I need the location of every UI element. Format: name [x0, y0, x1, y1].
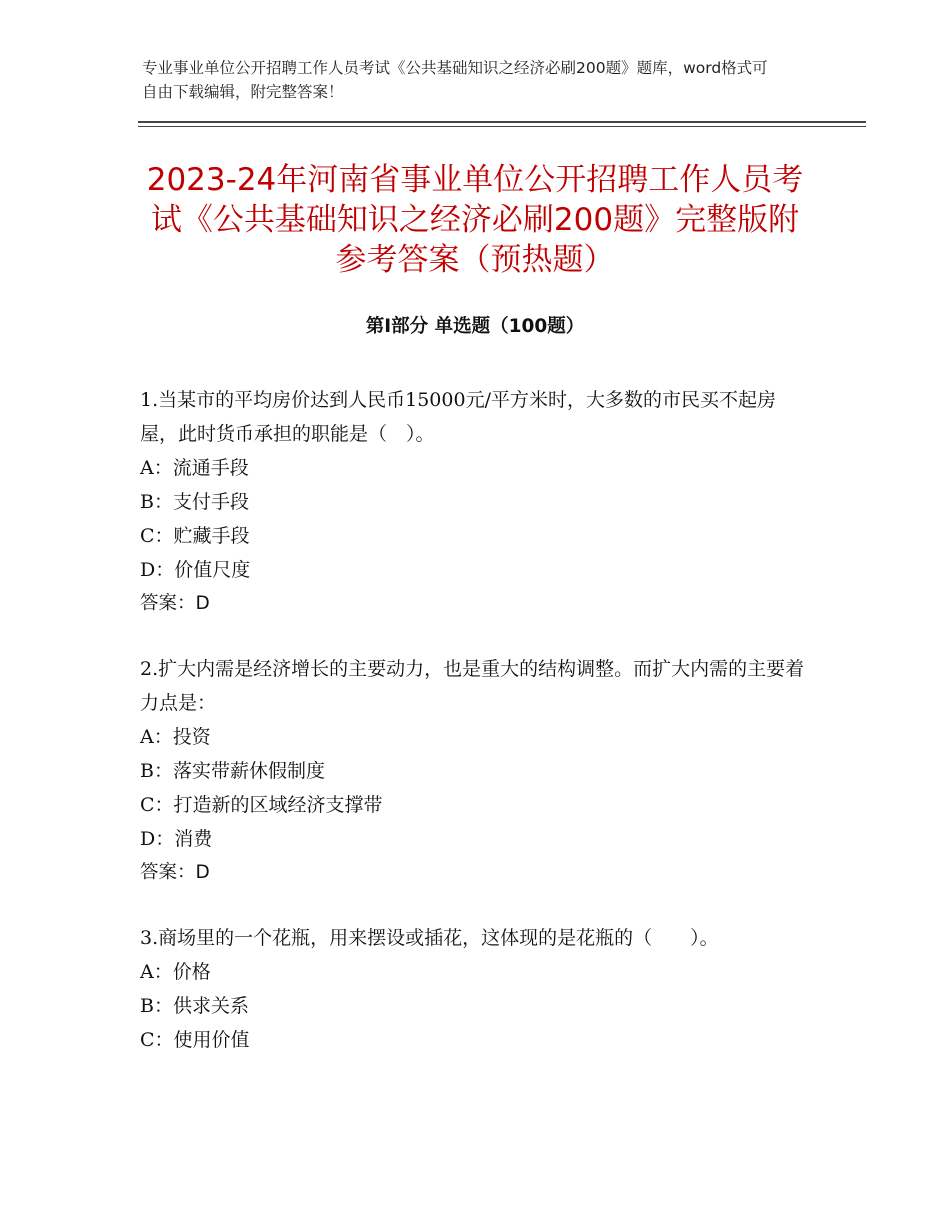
option-d: D：价值尺度 — [140, 559, 251, 581]
question-answer: 答案：D — [140, 593, 210, 614]
header-rule-thin — [138, 126, 866, 127]
header-note: 专业事业单位公开招聘工作人员考试《公共基础知识之经济必刷200题》题库，word格式可自由下载编辑，附完整答案！ — [142, 59, 768, 101]
question-3 — [140, 921, 810, 1057]
section-title: 第I部分 单选题（100题） — [365, 316, 585, 337]
header-rule-thick — [138, 121, 866, 123]
option-a: A：流通手段 — [140, 457, 249, 479]
option-d: D：消费 — [140, 828, 213, 850]
question-stem: 3.商场里的一个花瓶，用来摆设或插花，这体现的是花瓶的（ ）。 — [140, 927, 719, 949]
question-list — [140, 383, 810, 1088]
option-a: A：价格 — [140, 961, 211, 983]
document-title: 2023-24年河南省事业单位公开招聘工作人员考试《公共基础知识之经济必刷200题》完整版附参考答案（预热题） — [146, 162, 804, 278]
option-a: A：投资 — [140, 726, 211, 748]
option-c: C：打造新的区域经济支撑带 — [140, 794, 383, 816]
option-c: C：使用价值 — [140, 1029, 250, 1051]
option-c: C：贮藏手段 — [140, 525, 250, 547]
option-b: B：支付手段 — [140, 491, 249, 513]
question-stem: 2.扩大内需是经济增长的主要动力，也是重大的结构调整。而扩大内需的主要着力点是： — [140, 658, 805, 714]
question-1 — [140, 383, 810, 621]
option-b: B：落实带薪休假制度 — [140, 760, 325, 782]
question-answer: 答案：D — [140, 862, 210, 883]
question-stem: 1.当某市的平均房价达到人民币15000元/平方米时，大多数的市民买不起房屋，此时货币承担的职能是（ ）。 — [140, 389, 776, 445]
option-b: B：供求关系 — [140, 995, 249, 1017]
question-2 — [140, 652, 810, 890]
